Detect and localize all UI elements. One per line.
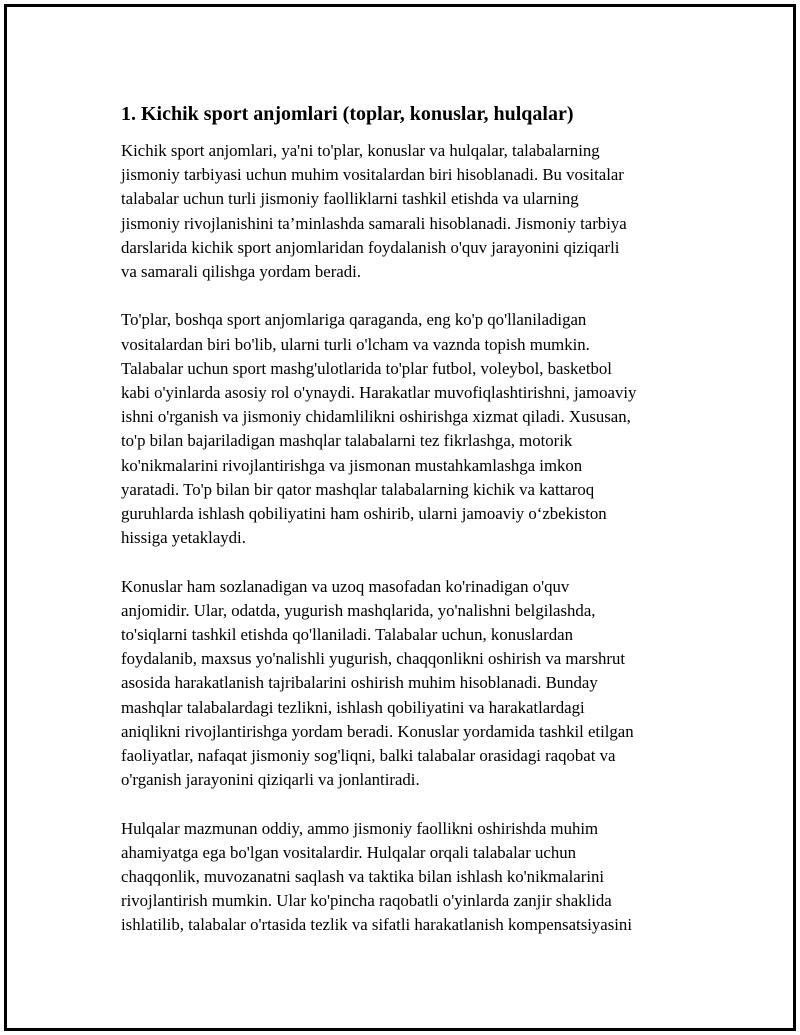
paragraph-line: foydalanib, maxsus yo'nalishli yugurish, chaqqonlikni oshirish va marshrut [121,649,626,669]
section-heading: 1. Kichik sport anjomlari (toplar, konuslar, hulqalar) [121,103,574,125]
paragraph-line: ahamiyatga ega bo'lgan vositalardir. Hulqalar orqali talabalar uchun [121,842,577,862]
paragraph-line: mashqlar talabalardagi tezlikni, ishlash qobiliyatini va harakatlardagi [121,697,585,717]
paragraphs-container [121,139,701,938]
document-body [121,101,701,962]
paragraph-line: to'p bilan bajariladigan mashqlar talabalarni tez fikrlashga, motorik [121,431,573,451]
paragraph-line: aniqlikni rivojlantirishga yordam beradi. Konuslar yordamida tashkil etilgan [121,721,634,741]
paragraph-line: Talabalar uchun sport mashg'ulotlarida to'plar futbol, voleybol, basketbol [121,358,612,378]
paragraph-line: chaqqonlik, muvozanatni saqlash va taktika bilan ishlash ko'nikmalarini [121,867,605,887]
paragraph-line: anjomidir. Ular, odatda, yugurish mashqlarida, yo'nalishni belgilashda, [121,600,596,620]
paragraph-3 [121,575,701,793]
paragraph-line: ishlatilib, talabalar o'rtasida tezlik va sifatli harakatlanish kompensatsiyasini [121,915,632,935]
paragraph-line: asosida harakatlanish tajribalarini oshirish muhim hisoblanadi. Bunday [121,673,598,693]
paragraph-line: va samarali qilishga yordam beradi. [121,262,361,282]
paragraph-line: hissiga yetaklaydi. [121,528,246,548]
paragraph-line: jismoniy rivojlanishini ta’minlashda samarali hisoblanadi. Jismoniy tarbiya [121,213,627,233]
paragraph-line: yaratadi. To'p bilan bir qator mashqlar talabalarning kichik va kattaroq [121,479,595,499]
paragraph-line: o'rganish jarayonini qiziqarli va jonlantiradi. [121,770,420,790]
paragraph-line: To'plar, boshqa sport anjomlariga qaraganda, eng ko'p qo'llaniladigan [121,310,587,330]
paragraph-1 [121,139,701,284]
paragraph-line: ko'nikmalarini rivojlantirishga va jismonan mustahkamlashga imkon [121,455,583,475]
paragraph-2 [121,308,701,550]
paragraph-line: vositalardan biri bo'lib, ularni turli o'lcham va vaznda topish mumkin. [121,334,590,354]
paragraph-line: faoliyatlar, nafaqat jismoniy sog'liqni, balki talabalar orasidagi raqobat va [121,746,616,766]
paragraph-line: ishni o'rganish va jismoniy chidamlilikni oshirishga xizmat qiladi. Xususan, [121,407,631,427]
paragraph-4 [121,817,701,938]
paragraph-line: Konuslar ham sozlanadigan va uzoq masofadan ko'rinadigan o'quv [121,576,570,596]
paragraph-line: guruhlarda ishlash qobiliyatini ham oshirib, ularni jamoaviy o‘zbekiston [121,504,607,524]
paragraph-line: Kichik sport anjomlari, ya'ni to'plar, konuslar va hulqalar, talabalarning [121,141,600,160]
paragraph-line: darslarida kichik sport anjomlaridan foydalanish o'quv jarayonini qiziqarli [121,237,620,257]
paragraph-line: Hulqalar mazmunan oddiy, ammo jismoniy faollikni oshirishda muhim [121,818,599,838]
paragraph-line: kabi o'yinlarda asosiy rol o'ynaydi. Harakatlar muvofiqlashtirishni, jamoaviy [121,383,637,403]
paragraph-line: rivojlantirish mumkin. Ular ko'pincha raqobatli o'yinlarda zanjir shaklida [121,891,612,911]
paragraph-line: to'siqlarni tashkil etishda qo'llaniladi. Talabalar uchun, konuslardan [121,625,573,645]
page-frame [4,4,796,1031]
paragraph-line: talabalar uchun turli jismoniy faolliklarni tashkil etishda va ularning [121,189,579,209]
paragraph-line: jismoniy tarbiyasi uchun muhim vositalardan biri hisoblanadi. Bu vositalar [121,165,624,185]
